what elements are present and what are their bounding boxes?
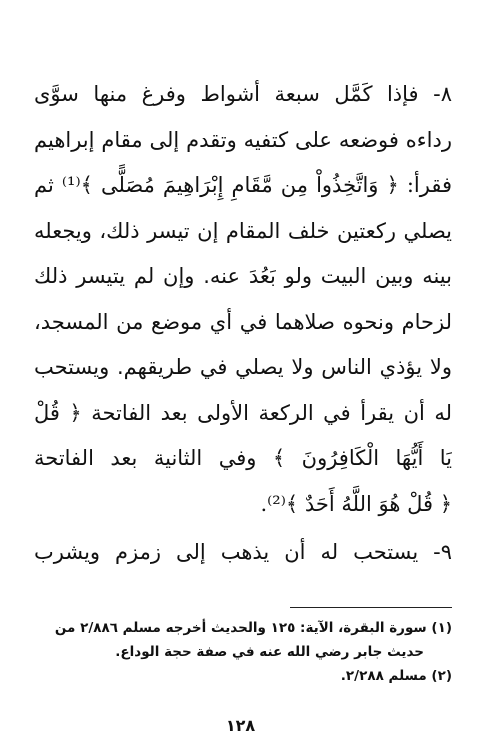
text-line: رداءه فوضعه على كتفيه وتقدم إلى مقام إبراهيم <box>34 127 452 152</box>
footnote-1-continuation: حديث جابر رضي الله عنه في صفة حجة الوداع. <box>115 644 424 660</box>
footnote-1: (١) سورة البقرة، الآية: ١٢٥ والحديث أخرجه مسلم ٢/٨٨٦ من <box>54 620 452 636</box>
text-line: بينه وبين البيت ولو بَعُدَ عنه. وإن لم يتيسر ذلك <box>34 264 452 288</box>
text-line: لزحام ونحوه صلاهما في أي موضع من المسجد، <box>34 309 452 334</box>
text-line: ﴿ قُلْ هُوَ اللَّهُ أَحَدٌ ﴾⁽²⁾. <box>260 491 452 516</box>
page-number: ١٢٨ <box>225 716 256 735</box>
text-line: يَا أَيُّهَا الْكَافِرُونَ ﴾ وفي الثانية بعد الفاتحة <box>34 446 452 470</box>
footnote-divider <box>290 607 452 608</box>
main-text <box>34 72 452 527</box>
text-line: له أن يقرأ في الركعة الأولى بعد الفاتحة ﴿ قُلْ <box>34 400 452 425</box>
footnote-2: (٢) مسلم ٢/٢٨٨. <box>340 668 452 684</box>
text-line: يصلي ركعتين خلف المقام إن تيسر ذلك، ويجعله <box>34 218 452 243</box>
text-line: فقرأ: ﴿ وَاتَّخِذُواْ مِن مَّقَامِ إِبْرَاهِيمَ مُصَلًّى ﴾⁽¹⁾ ثم <box>34 173 452 197</box>
text-line: ٨- فإذا كَمَّل سبعة أشواط وفرغ منها سوَّى <box>34 82 452 106</box>
text-line: ولا يؤذي الناس ولا يصلي في طريقهم. ويستحب <box>34 355 452 379</box>
footnotes <box>30 616 452 688</box>
paragraph-nine: ٩- يستحب له أن يذهب إلى زمزم ويشرب <box>34 540 452 564</box>
